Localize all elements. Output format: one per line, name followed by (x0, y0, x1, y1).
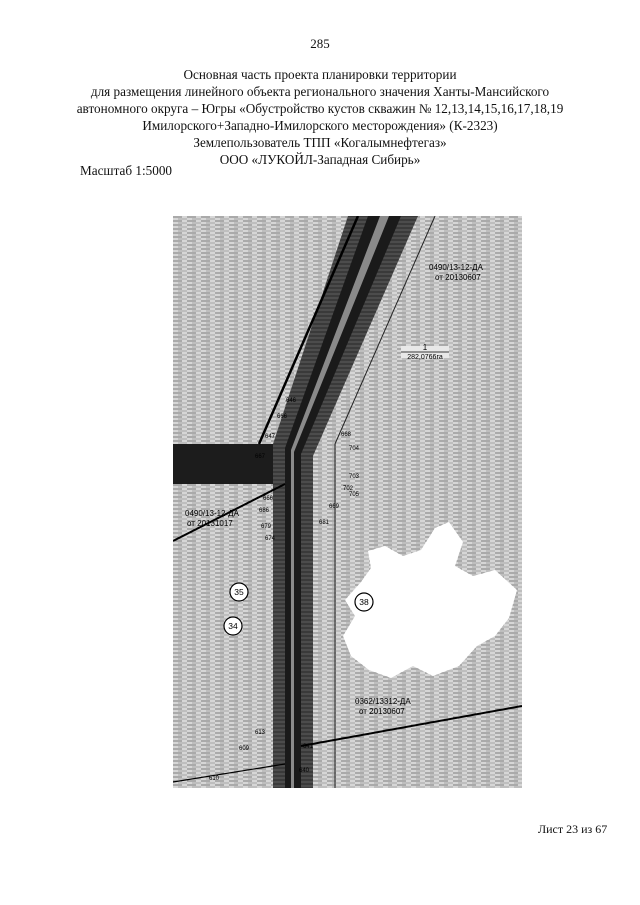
point-label: 647 (265, 434, 276, 440)
point-label: 681 (319, 520, 330, 526)
point-label: 686 (259, 508, 270, 514)
point-label: 666 (263, 496, 274, 502)
dark-block (173, 444, 288, 484)
title-line: Основная часть проекта планировки территории (183, 67, 457, 82)
parcel-label: 0490/13-12-ДА (185, 509, 239, 518)
point-label: 679 (261, 524, 272, 530)
point-label: 702 (343, 486, 354, 492)
point-label: 609 (239, 746, 250, 752)
svg-text:34: 34 (228, 621, 238, 631)
parcel-label: 0490/13-12-ДА (429, 263, 483, 272)
point-label: 705 (349, 492, 360, 498)
parcel-label: от 20130607 (435, 273, 481, 282)
point-label: 668 (341, 432, 352, 438)
svg-text:35: 35 (234, 587, 244, 597)
circle-marker (224, 617, 242, 635)
point-label: 667 (255, 454, 266, 460)
area-badge-number: 1 (422, 343, 428, 352)
point-label: 641 (303, 744, 314, 750)
title-line: для размещения линейного объекта регионального значения Ханты-Мансийского (90, 84, 550, 99)
point-label: 703 (349, 474, 360, 480)
sheet-number: Лист 23 из 67 (538, 822, 608, 836)
point-label: 646 (286, 398, 297, 404)
point-label: 640 (299, 768, 310, 774)
parcel-label: 0362/13312-ДА (355, 697, 411, 706)
point-label: 669 (329, 504, 340, 510)
circle-marker (355, 593, 373, 611)
planning-map (173, 216, 522, 788)
title-line: автономного округа – Югры «Обустройство кустов скважин № 12,13,14,15,16,17,18,19 (76, 101, 564, 116)
page-number: 285 (310, 36, 330, 51)
point-label: 613 (255, 730, 266, 736)
area-badge-value: 282,0766га (407, 354, 443, 361)
point-label: 610 (209, 776, 220, 782)
document-title (30, 66, 610, 168)
point-label: 704 (349, 446, 360, 452)
parcel-label: от 20131017 (187, 519, 233, 528)
map-svg (173, 216, 522, 788)
parcel-label: от 20130607 (359, 707, 405, 716)
svg-text:38: 38 (359, 597, 369, 607)
point-label: 674 (265, 536, 276, 542)
circle-marker (230, 583, 248, 601)
title-line: Землепользователь ТПП «Когалымнефтегаз» (193, 135, 447, 150)
title-line: ООО «ЛУКОЙЛ-Западная Сибирь» (219, 152, 421, 167)
title-line: Имилорского+Западно-Имилорского месторождения» (К-2323) (142, 118, 498, 133)
scale-label: Масштаб 1:5000 (80, 163, 173, 178)
point-label: 666 (277, 414, 288, 420)
